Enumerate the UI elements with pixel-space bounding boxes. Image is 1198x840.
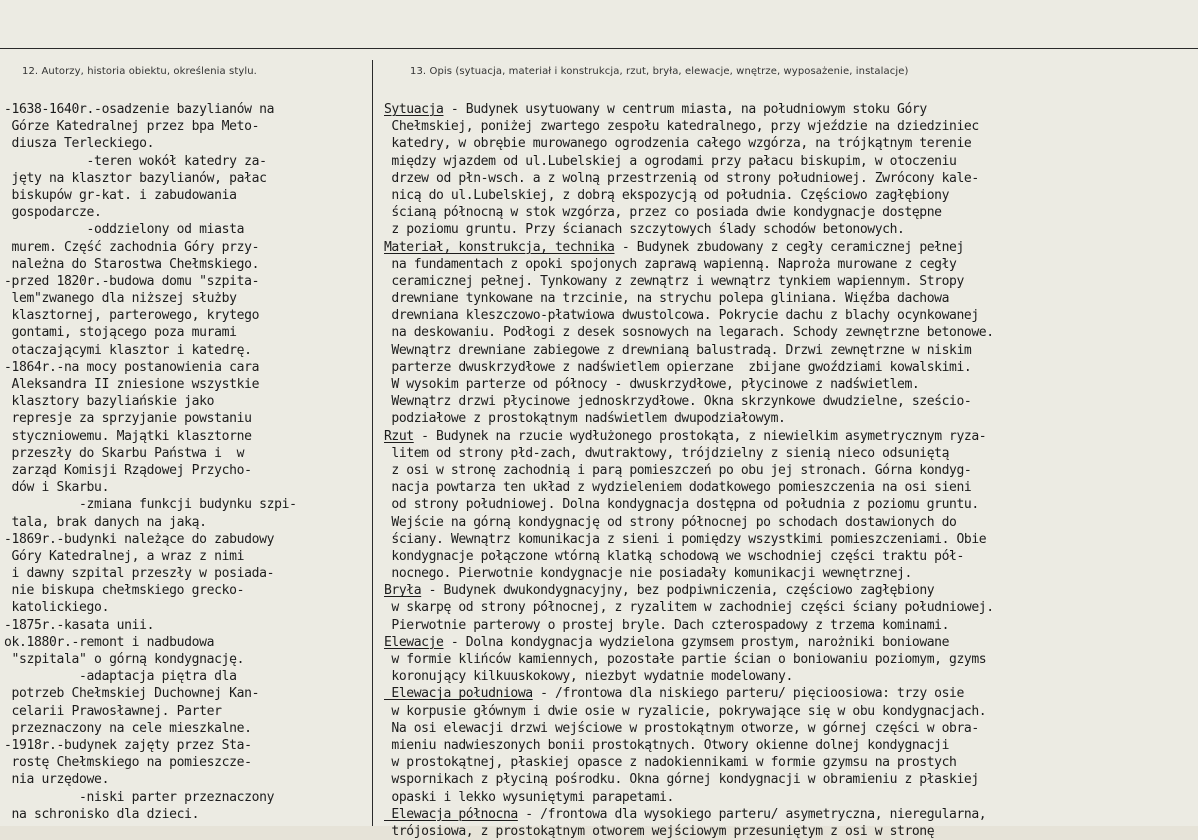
description-text: w skarpę od strony północnej, z ryzalitem w zachodniej części ściany południowej. [384,600,994,616]
description-line [384,789,1196,806]
history-line: nie biskupa chełmskiego grecko- [4,583,245,599]
history-line: dów i Skarbu. [4,480,110,496]
description-line [384,634,1196,651]
history-line: jęty na klasztor bazylianów, pałac [4,170,267,186]
description-text: trójosiowa, z prostokątnym otworem wejściowym przesuniętym z osi w stronę [384,823,935,839]
history-line: -1638-1640r.-osadzenie bazylianów na [4,102,275,117]
history-line: katolickiego. [4,600,110,616]
history-line: -niski parter przeznaczony [4,789,275,805]
history-line: diusza Terleckiego. [4,136,155,152]
section-heading: Rzut [384,428,414,444]
description-text: Wejście na górną kondygnację od strony północnej po schodach dostawionych do [384,514,957,530]
description-line [384,514,1196,531]
section-12-header: 12. Autorzy, historia obiektu, określenia stylu. [22,66,257,77]
section-heading: Elewacje [384,634,444,650]
history-column [4,101,366,823]
history-line: "szpitala" o górną kondygnację. [4,652,245,667]
description-text: opaski i lekko wysuniętymi parapetami. [384,789,674,805]
description-line [384,187,1196,204]
history-line: i dawny szpital przeszły w posiada- [4,566,275,582]
description-line [384,307,1196,324]
description-text: drewniane tynkowane na trzcinie, na strychu polepa gliniana. Więźba dachowa [384,291,950,307]
description-line [384,720,1196,737]
description-text: - /frontowa dla wysokiego parteru/ asymetryczna, nieregularna, [517,806,987,822]
history-line: -teren wokół katedry za- [4,153,267,169]
description-text: w prostokątnej, płaskiej opasce z nadokiennikami w formie gzymsu na prostych [384,755,957,771]
description-line [384,135,1196,152]
history-line: gontami, stojącego poza murami [4,325,237,341]
description-text: kondygnacje połączone wtórną klatką schodową we wschodniej części traktu pół- [384,548,964,564]
description-text: - Budynek na rzucie wydłużonego prostokąta, z niewielkim asymetrycznym ryza- [413,428,987,444]
description-line [384,359,1196,376]
section-heading: Elewacja południowa [384,686,533,702]
description-text: parterze dwuskrzydłowe z nadświetlem opierzane zbijane gwoździami kowalskimi. [384,359,972,375]
description-line [384,342,1196,359]
history-line: gospodarcze. [4,205,102,221]
description-line [384,410,1196,427]
description-line [384,582,1196,599]
history-line: -przed 1820r.-budowa domu "szpita- [4,273,260,289]
history-line: -1869r.-budynki należące do zabudowy [4,531,275,547]
history-line: otaczającymi klasztor i katedrę. [4,342,252,358]
description-text: ściany. Wewnątrz komunikacja z sieni i pomiędzy wszystkimi pomieszczeniami. Obie [384,531,987,547]
description-text: - Dolna kondygnacja wydzielona gzymsem prostym, narożniki boniowane [443,634,950,650]
description-text: - Budynek zbudowany z cegły ceramicznej pełnej [614,239,964,255]
description-line [384,273,1196,290]
description-line [384,393,1196,410]
history-line: na schronisko dla dzieci. [4,806,200,822]
description-line [384,428,1196,445]
history-line: celarii Prawosławnej. Parter [4,703,222,719]
top-divider [0,48,1198,49]
description-text: na fundamentach z opoki spojonych zaprawą wapienną. Naproża murowane z cegły [384,256,957,272]
history-line: Góry Katedralnej, a wraz z nimi [4,548,245,564]
history-line: represje za sprzyjanie powstaniu [4,411,252,427]
history-line: przeszły do Skarbu Państwa i w [4,445,245,461]
history-line: zarząd Komisji Rządowej Przycho- [4,462,252,478]
description-text: koronujący kilkuuskokowy, niezbyt wydatnie modelowany. [384,669,793,685]
description-line [384,668,1196,685]
history-line: nia urzędowe. [4,772,110,788]
description-text: z poziomu gruntu. Przy ścianach szczytowych ślady schodów betonowych. [384,222,905,238]
description-line [384,445,1196,462]
description-line [384,685,1196,702]
description-text: ścianą północną w stok wzgórza, przez co posiada dwie kondygnacje dostępne [384,205,942,221]
history-line: przeznaczony na cele mieszkalne. [4,720,252,736]
description-line [384,548,1196,565]
description-text: od strony południowej. Dolna kondygnacja dostępna od południa z poziomu gruntu. [384,497,979,513]
history-line: -oddzielony od miasta [4,222,245,238]
description-text: nocnego. Pierwotnie kondygnacje nie posiadały komunikacji wewnętrznej. [384,566,912,582]
description-line [384,239,1196,256]
description-text: na deskowaniu. Podłogi z desek sosnowych na legarach. Schody zewnętrzne betonowe. [384,325,994,341]
history-line: Górze Katedralnej przez bpa Meto- [4,119,260,135]
history-line: -zmiana funkcji budynku szpi- [4,497,297,513]
description-text: Wewnątrz drewniane zabiegowe z drewnianą balustradą. Drzwi zewnętrzne w niskim [384,342,972,358]
description-line [384,256,1196,273]
description-text: wspornikach z płyciną pośrodku. Okna górnej kondygnacji w obramieniu z płaskiej [384,772,979,788]
description-text: - Budynek dwukondygnacyjny, bez podpiwniczenia, częściowo zagłębiony [421,583,935,599]
description-text: ceramicznej pełnej. Tynkowany z zewnątrz i wewnątrz tynkiem wapiennym. Stropy [384,273,964,289]
description-text: Na osi elewacji drzwi wejściowe w prostokątnym otworze, w górnej części w obra- [384,720,979,736]
column-divider [372,60,373,826]
history-line: rostę Chełmskiego na pomieszcze- [4,755,252,771]
history-line: styczniowemu. Majątki klasztorne [4,428,252,444]
description-line [384,599,1196,616]
description-line [384,823,1196,840]
history-line: należna do Starostwa Chełmskiego. [4,256,260,272]
description-text: - Budynek usytuowany w centrum miasta, na południowym stoku Góry [443,102,927,117]
history-line: -1875r.-kasata unii. [4,617,155,633]
history-line: potrzeb Chełmskiej Duchownej Kan- [4,686,260,702]
description-line [384,806,1196,823]
description-text: w formie klińców kamiennych, pozostałe partie ścian o boniowaniu poziomym, gzyms [384,652,987,667]
description-line [384,754,1196,771]
description-text: nacja powtarza ten układ z wydzieleniem dodatkowego pomieszczenia na osi sieni [384,480,972,496]
description-line [384,531,1196,548]
history-line: lem"zwanego dla niższej służby [4,291,237,307]
history-line: -adaptacja piętra dla [4,669,237,685]
description-line [384,617,1196,634]
description-text: Pierwotnie parterowy o prostej bryle. Dach czterospadowy z trzema kominami. [384,617,950,633]
description-line [384,170,1196,187]
history-line: Aleksandra II zniesione wszystkie [4,377,260,392]
description-text: między wjazdem od ul.Lubelskiej a ogrodami przy pałacu biskupim, w otoczeniu [384,153,957,169]
history-line: klasztory bazyliańskie jako [4,394,215,410]
description-line [384,737,1196,754]
description-line [384,290,1196,307]
description-text: mieniu nadwieszonych bonii prostokątnych. Otwory okienne dolnej kondygnacji [384,737,950,753]
description-text: katedry, w obrębie murowanego ogrodzenia całego wzgórza, na trójkątnym terenie [384,136,972,152]
description-text: drzew od płn-wsch. a z wolną przestrzenią od strony południowej. Zwrócony kale- [384,170,979,186]
description-text: w korpusie głównym i dwie osie w ryzalicie, pokrywające się w obu kondygnacjach. [384,703,987,719]
description-line [384,101,1196,118]
description-column [384,101,1196,840]
description-line [384,479,1196,496]
description-text: Wewnątrz drzwi płycinowe jednoskrzydłowe. Okna skrzynkowe dwudzielne, sześcio- [384,394,972,410]
section-heading: Materiał, konstrukcja, technika [384,239,615,255]
section-heading: Sytuacja [384,102,444,117]
description-text: drewniana kleszczowo-płatwiowa dwustolcowa. Pokrycie dachu z blachy ocynkowanej [384,308,979,324]
description-line [384,324,1196,341]
description-line [384,462,1196,479]
description-line [384,204,1196,221]
description-line [384,221,1196,238]
section-heading: Elewacja północna [384,806,518,822]
description-line [384,376,1196,393]
description-text: podziałowe z prostokątnym nadświetlem dwupodziałowym. [384,411,786,427]
description-line [384,703,1196,720]
description-line [384,651,1196,668]
history-line: -1918r.-budynek zajęty przez Sta- [4,737,252,753]
description-line [384,118,1196,135]
history-line: murem. Część zachodnia Góry przy- [4,239,260,255]
history-line: klasztornej, parterowego, krytego [4,308,260,324]
history-line: tala, brak danych na jaką. [4,514,207,530]
description-text: litem od strony płd-zach, dwutraktowy, trójdzielny z sienią nieco odsuniętą [384,445,950,461]
description-text: W wysokim parterze od północy - dwuskrzydłowe, płycinowe z nadświetlem. [384,377,920,392]
description-text: nicą do ul.Lubelskiej, z dobrą ekspozycją od południa. Częściowo zagłębiony [384,187,950,203]
history-line: biskupów gr-kat. i zabudowania [4,187,237,203]
description-line [384,565,1196,582]
section-13-header: 13. Opis (sytuacja, materiał i konstrukcja, rzut, bryła, elewacje, wnętrze, wyposażenie, instalacje) [410,66,909,77]
history-line: ok.1880r.-remont i nadbudowa [4,634,215,650]
section-heading: Bryła [384,583,422,599]
history-line: -1864r.-na mocy postanowienia cara [4,359,260,375]
description-text: z osi w stronę zachodnią i parą pomieszczeń po obu jej stronach. Górna kondyg- [384,462,972,478]
description-line [384,153,1196,170]
description-text: - /frontowa dla niskiego parteru/ pięcioosiowa: trzy osie [532,686,964,702]
description-line [384,496,1196,513]
description-text: Chełmskiej, poniżej zwartego zespołu katedralnego, przy wjeździe na dziedziniec [384,119,979,135]
description-line [384,771,1196,788]
